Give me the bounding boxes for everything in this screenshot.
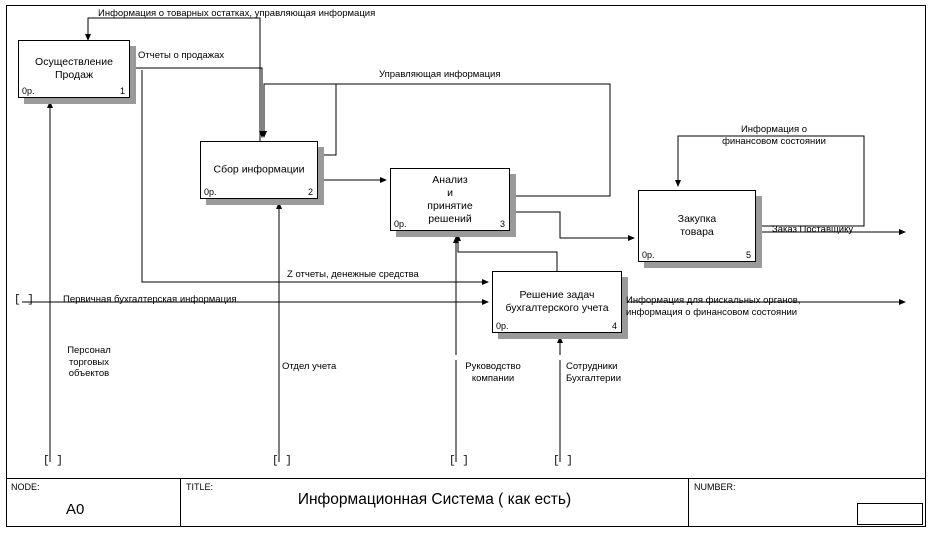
accounting-dept-label: Отдел учета: [282, 361, 337, 372]
activity-box-4-number: 4: [611, 321, 617, 331]
activity-box-2-cost: 0р.: [204, 187, 217, 197]
activity-box-3[interactable]: [390, 168, 510, 231]
activity-box-1-cost: 0р.: [22, 86, 35, 96]
number-cell: [688, 479, 926, 527]
supplier-order-label: Заказ Поставщику: [772, 224, 854, 235]
number-label: NUMBER:: [694, 482, 736, 492]
control-info-label: Управляющая информация: [379, 69, 501, 80]
primary-accounting-label: Первичная бухгалтерская информация: [63, 294, 237, 305]
node-value: A0: [66, 501, 85, 518]
activity-box-5[interactable]: [638, 190, 756, 262]
activity-box-1[interactable]: [18, 40, 130, 98]
tunnel-accounting-staff: [ ]: [553, 455, 573, 467]
activity-box-3-cost: 0р.: [394, 219, 407, 229]
activity-box-4[interactable]: [492, 271, 622, 333]
title-label: TITLE:: [186, 482, 214, 492]
financial-state-label: Информация о финансовом состоянии: [722, 124, 826, 147]
diagram-frame: [6, 5, 926, 527]
node-label: NODE:: [11, 482, 40, 492]
activity-box-2[interactable]: [200, 141, 318, 199]
number-value-box: [857, 503, 923, 525]
tunnel-company-management: [ ]: [449, 455, 469, 467]
tunnel-retail-staff: [ ]: [43, 455, 63, 467]
retail-staff-label: Персонал торговых объектов: [67, 345, 111, 379]
activity-box-1-title: Осуществление Продаж: [35, 56, 113, 81]
activity-box-4-title: Решение задач бухгалтерского учета: [505, 289, 609, 314]
activity-box-2-number: 2: [307, 187, 313, 197]
activity-box-3-title: Анализ и принятие решений: [427, 173, 473, 225]
title-block: [6, 478, 926, 527]
activity-box-1-number: 1: [119, 86, 125, 96]
activity-box-5-number: 5: [745, 250, 751, 260]
inventory-control-label: Информация о товарных остатках, управляющая информация: [98, 8, 376, 19]
activity-box-5-title: Закупка товара: [677, 213, 717, 238]
tunnel-accounting-dept: [ ]: [272, 455, 292, 467]
fiscal-info-label: Информация для фискальных органов, информация о финансовом состоянии: [626, 295, 801, 318]
company-management-label: Руководство компании: [465, 361, 521, 384]
activity-box-2-title: Сбор информации: [213, 163, 305, 176]
activity-box-5-cost: 0р.: [642, 250, 655, 260]
title-cell: [180, 479, 688, 527]
sales-reports-label: Отчеты о продажах: [138, 50, 225, 61]
diagram-title: Информационная Система ( как есть): [297, 491, 572, 508]
accounting-staff-label: Сотрудники Бухгалтерии: [566, 361, 622, 384]
tunnel-left-input: [ ]: [14, 294, 34, 306]
activity-box-3-number: 3: [499, 219, 505, 229]
activity-box-4-cost: 0р.: [496, 321, 509, 331]
z-reports-label: Z отчеты, денежные средства: [287, 269, 419, 280]
